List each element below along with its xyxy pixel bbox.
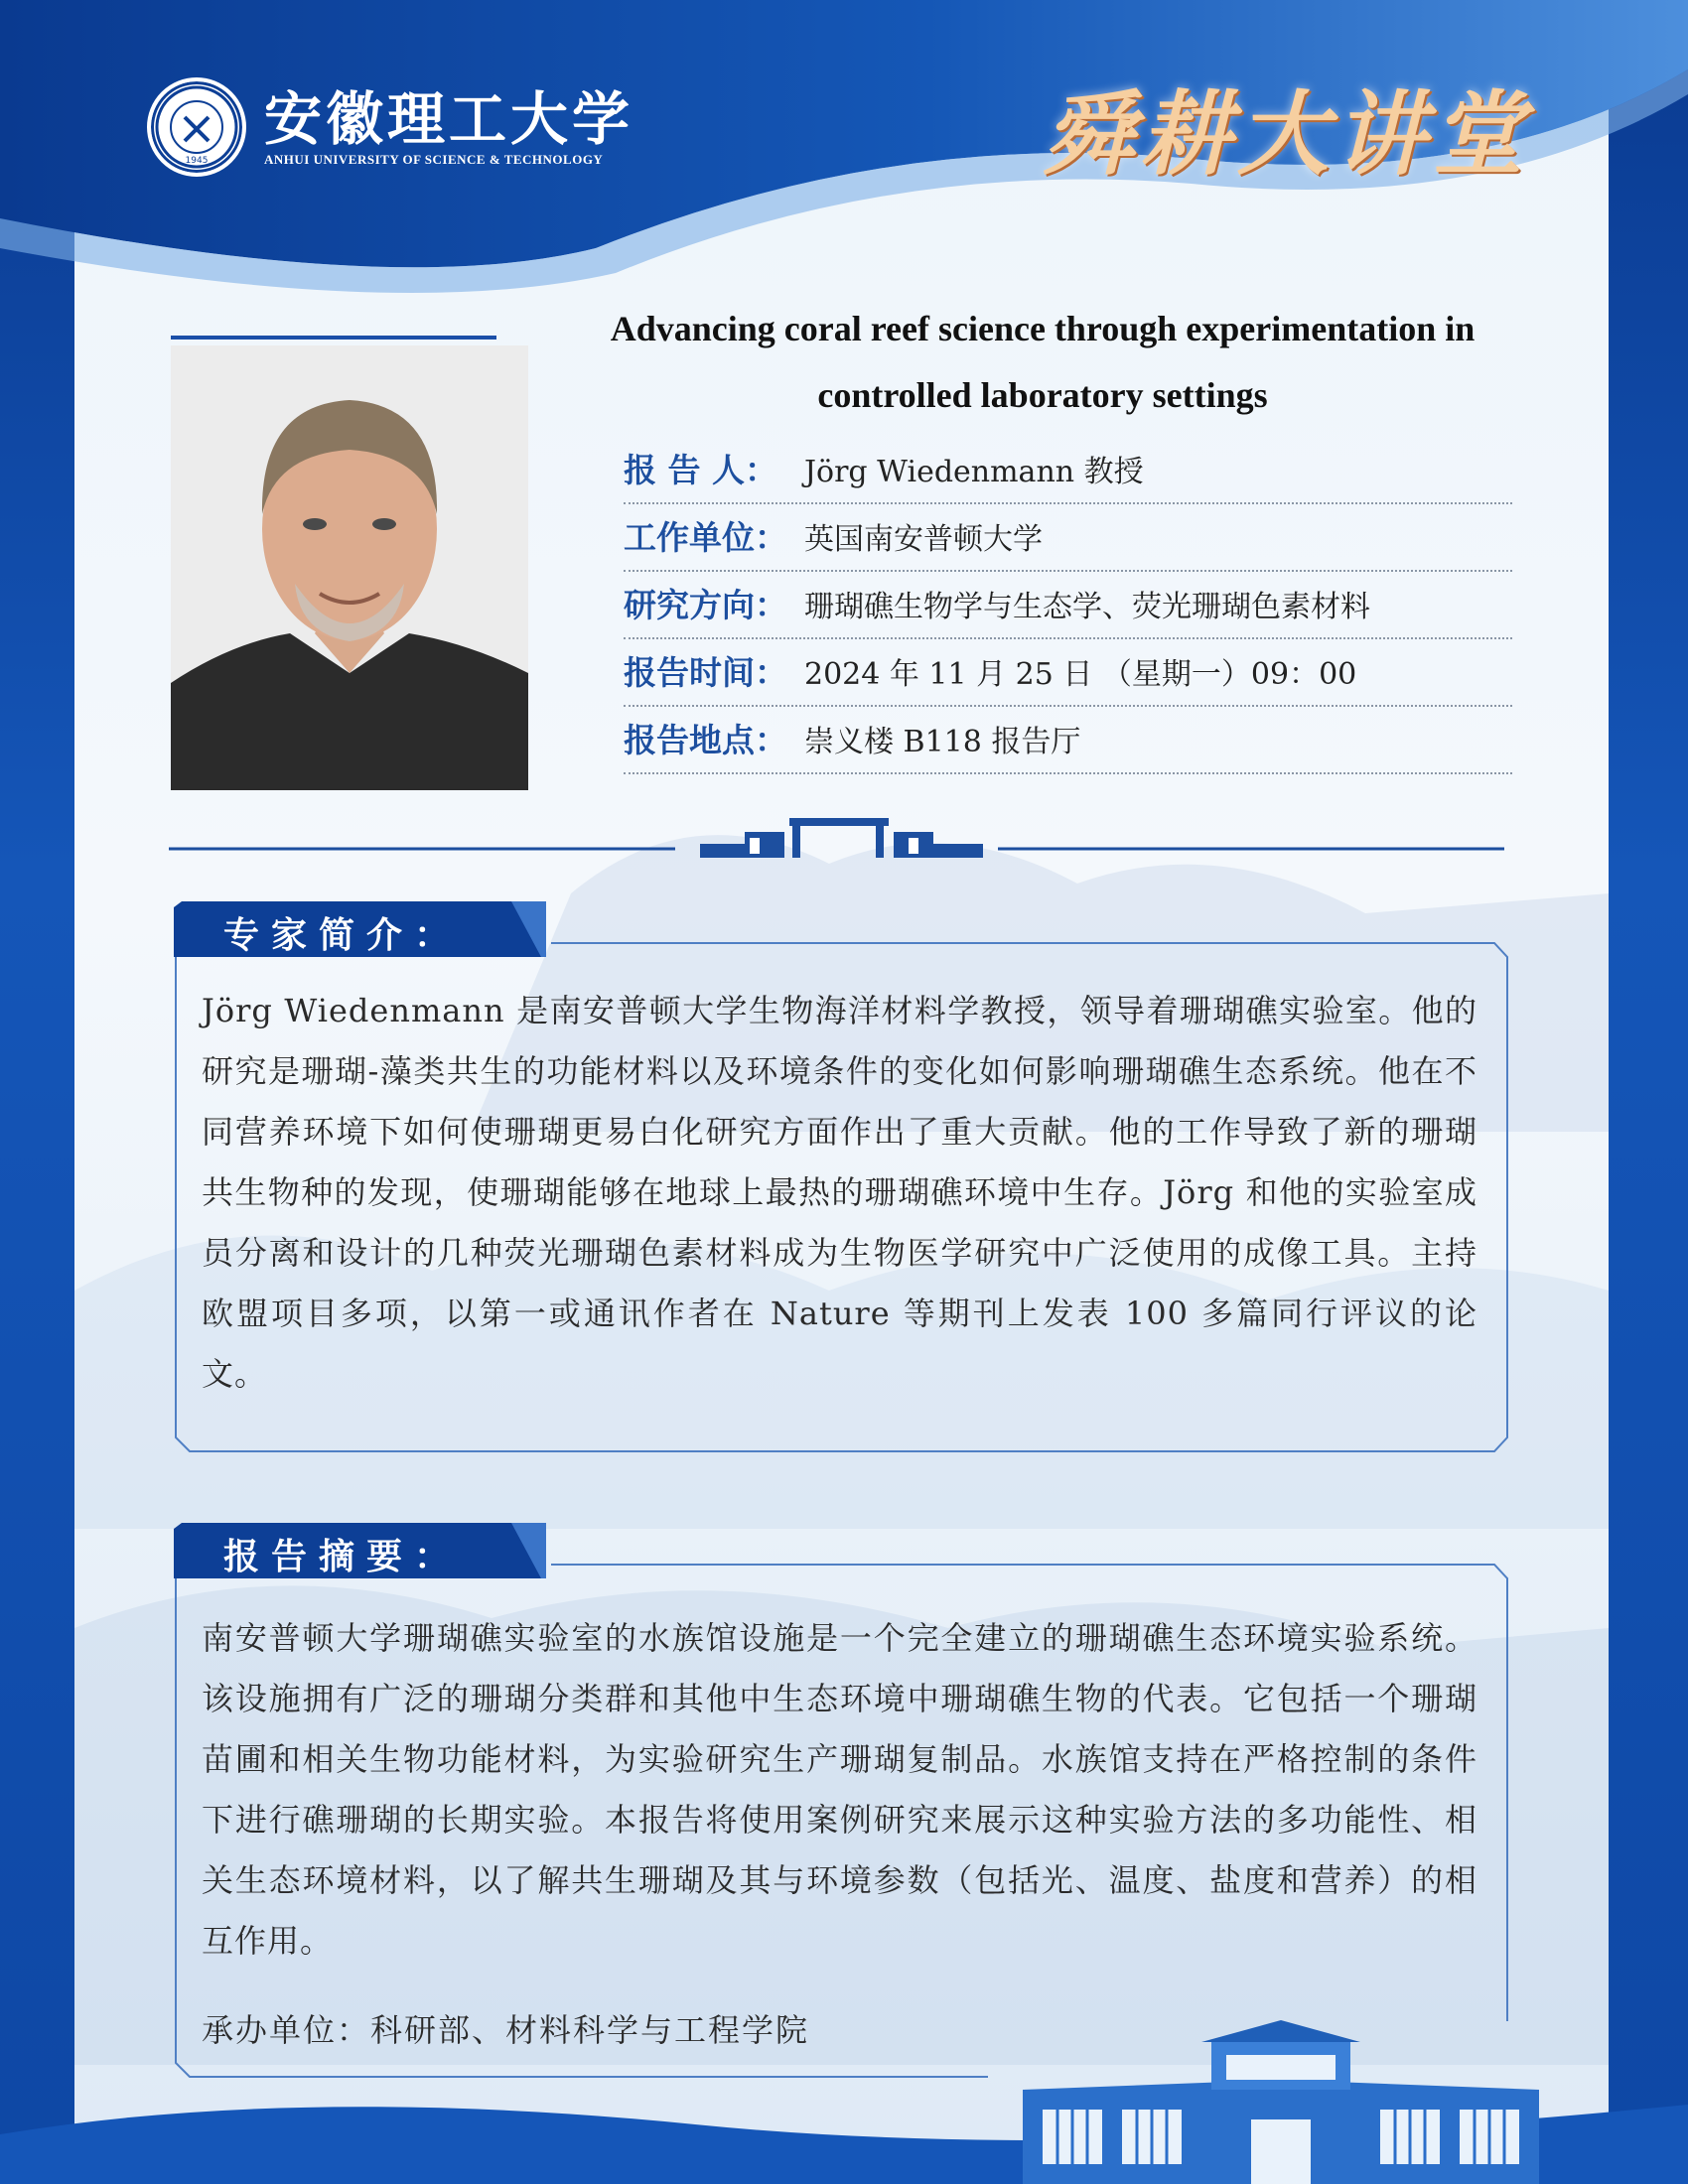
bio-text: Jörg Wiedenmann 是南安普顿大学生物海洋材料学教授，领导着珊瑚礁实验室。他的研究是珊瑚-藻类共生的功能材料以及环境条件的变化如何影响珊瑚礁生态系统。他在不同营养环境下如何使珊瑚更易白化研究方面作出了重大贡献。他的工作导致了新的珊瑚共生物种的发现，使珊瑚能够在地球上最热的珊瑚礁环境中生存。Jörg 和他的实验室成员分离和设计的几种荧光珊瑚色素材料成为生物医学研究中广泛使用的成像工具。主持欧盟项目多项，以第一或通讯作者在 Nature 等期刊上发表 100 多篇同行评议的论文。 xyxy=(202,992,1477,1393)
university-gate-icon xyxy=(700,818,983,858)
info-label: 报 告 人： xyxy=(624,451,777,489)
info-label: 报告地点： xyxy=(624,721,787,759)
talk-title: Advancing coral reef science through experimentation in controlled laboratory settings xyxy=(610,309,1476,415)
info-value: 崇义楼 B118 报告厅 xyxy=(804,725,1081,759)
talk-info-list xyxy=(624,437,1512,774)
university-name-en: ANHUI UNIVERSITY OF SCIENCE & TECHNOLOGY xyxy=(264,152,604,167)
abstract-section xyxy=(174,1555,1509,2081)
info-row-speaker xyxy=(624,437,1512,504)
info-label: 报告时间： xyxy=(624,653,787,692)
info-label: 研究方向： xyxy=(624,586,787,624)
info-row-time xyxy=(624,639,1512,707)
info-row-research-field xyxy=(624,572,1512,639)
campus-building-icon xyxy=(1023,2020,1539,2184)
lecture-series-title: 舜耕大讲堂 xyxy=(1043,80,1530,188)
info-label: 工作单位： xyxy=(624,518,787,557)
university-seal-icon xyxy=(147,77,246,177)
abstract-text: 南安普顿大学珊瑚礁实验室的水族馆设施是一个完全建立的珊瑚礁生态环境实验系统。该设施拥有广泛的珊瑚分类群和其他中生态环境中珊瑚礁生物的代表。它包括一个珊瑚苗圃和相关生物功能材料，为实验研究生产珊瑚复制品。水族馆支持在严格控制的条件下进行礁珊瑚的长期实验。本报告将使用案例研究来展示这种实验方法的多功能性、相关生态环境材料，以了解共生珊瑚及其与环境参数（包括光、温度、盐度和营养）的相互作用。 xyxy=(202,1619,1477,1960)
svg-text:1945: 1945 xyxy=(185,156,209,166)
bio-section xyxy=(174,933,1509,1454)
bio-heading: 专家简介： xyxy=(223,915,463,956)
speaker-photo xyxy=(171,345,528,790)
abstract-heading: 报告摘要： xyxy=(223,1537,463,1577)
info-row-location xyxy=(624,707,1512,774)
university-name-cn: 安徽理工大学 xyxy=(264,85,634,153)
info-value: 2024 年 11 月 25 日 （星期一）09：00 xyxy=(804,657,1357,692)
info-value: Jörg Wiedenmann 教授 xyxy=(804,455,1144,489)
gate-divider xyxy=(169,814,1504,874)
organizer-text: 承办单位：科研部、材料科学与工程学院 xyxy=(202,2011,810,2049)
info-value: 英国南安普顿大学 xyxy=(804,522,1043,557)
university-logo xyxy=(147,77,633,177)
info-value: 珊瑚礁生物学与生态学、荧光珊瑚色素材料 xyxy=(804,590,1370,624)
info-row-affiliation xyxy=(624,504,1512,572)
photo-accent-bar xyxy=(171,336,496,340)
